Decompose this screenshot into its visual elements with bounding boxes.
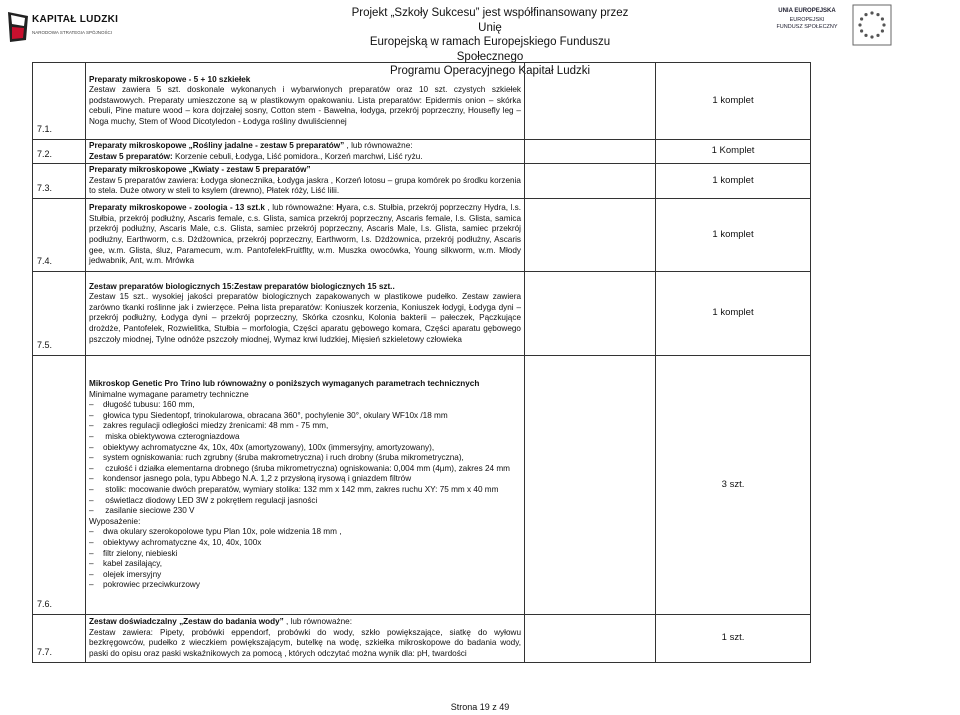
table-row xyxy=(33,164,811,199)
row-description xyxy=(86,63,525,140)
row-number: 7.3. xyxy=(33,164,86,199)
row-quantity: 1 komplet xyxy=(656,164,811,199)
spec-list-item: – zakres regulacji odległości miedzy źrenicami: 48 mm - 75 mm, xyxy=(89,421,521,432)
flag-logo-icon xyxy=(8,12,28,42)
logo-left-subtitle: NARODOWA STRATEGIA SPÓJNOŚCI xyxy=(32,30,113,35)
equipment-list-item: – olejek imersyjny xyxy=(89,570,521,581)
empty-cell xyxy=(525,140,656,164)
item-body: Korzenie cebuli, Łodyga, Liść pomidora., Korzeń marchwi, Liść ryżu. xyxy=(172,151,423,161)
item-title-suffix: , lub równoważne: xyxy=(283,617,353,627)
row-quantity: 1 komplet xyxy=(656,63,811,140)
item-title: Preparaty mikroskopowe „Rośliny jadalne - zestaw 5 preparatów” xyxy=(89,141,345,150)
item-intro: Minimalne wymagane parametry techniczne xyxy=(89,389,249,399)
row-number: 7.6. xyxy=(33,355,86,614)
header-title-line-3: Programu Operacyjnego Kapitał Ludzki xyxy=(389,65,591,77)
item-title-suffix: , lub równoważne: xyxy=(264,203,337,213)
row-number: 7.5. xyxy=(33,271,86,355)
spec-list-item: – oświetlacz diodowy LED 3W z pokrętłem regulacji jasności xyxy=(89,496,521,507)
eu-logo-line-3: FUNDUSZ SPOŁECZNY xyxy=(776,24,838,30)
equipment-list-item: – dwa okulary szerokopolowe typu Plan 10x, pole widzenia 18 mm , xyxy=(89,527,521,538)
item-body: Zestaw 5 preparatów zawiera: Łodyga słonecznika, Łodyga jaskra , Korzeń lotosu – grupa komórek po środku korzenia to stela. Duże otwory w steli to ksylem (drewno), Płatek róży, Liść lilii. xyxy=(89,175,521,196)
item-body: Zestaw zawiera 5 szt. doskonale wykonanych i wybarwionych preparatów oraz 10 szt. czystych szkiełek podstawowych. Preparaty umieszczone są w plastikowym opakowaniu. Lista preparatów: Epidermis onion – skórka cebuli, Pine mature wood – kora dojrzałej sosny, Cotton stem - Bawełna, łodyga, przekrój poprzeczny, Housefly leg – Noga muchy, Stem of Wood Dicotyledon - Łodyga rośliny dwuliściennej xyxy=(89,85,521,126)
row-quantity: 3 szt. xyxy=(656,355,811,614)
eu-flag-icon xyxy=(852,4,892,46)
specification-table xyxy=(32,62,811,663)
item-body: Zestaw zawiera: Pipety, probówki eppendorf, probówki do wody, szkło powiększające, siatkę do wyłowu bezkręgowców, pudełko z wieczkiem powiększającym, butelkę na wodę, szkiełka mikroskopowe do badania wody, paski do opisu oraz paski wskaźnikowych za pomocą , których odczytać można wynik dla: pH, twardości xyxy=(89,627,521,659)
empty-cell xyxy=(525,198,656,271)
equipment-list-item: – filtr zielony, niebieski xyxy=(89,549,521,560)
row-number: 7.4. xyxy=(33,198,86,271)
row-description xyxy=(86,164,525,199)
eu-logo-line-1: UNIA EUROPEJSKA xyxy=(778,8,836,14)
row-quantity: 1 komplet xyxy=(656,271,811,355)
item-subtitle: Zestaw 5 preparatów: xyxy=(89,151,173,161)
logo-left-name: KAPITAŁ LUDZKI xyxy=(32,14,119,25)
empty-cell xyxy=(525,614,656,662)
table-row xyxy=(33,198,811,271)
eu-logo xyxy=(768,4,898,48)
table-row xyxy=(33,63,811,140)
spec-list-item: – głowica typu Siedentopf, trinokularowa, obracana 360°, pochylenie 30°, okulary WF10x /18 mm xyxy=(89,411,521,422)
row-description xyxy=(86,140,525,164)
equipment-label: Wyposażenie: xyxy=(89,516,141,526)
row-quantity: 1 komplet xyxy=(656,198,811,271)
row-number: 7.2. xyxy=(33,140,86,164)
header-title-line-1: Projekt „Szkoły Sukcesu” jest współfinansowany przez Unię xyxy=(351,7,629,34)
row-description xyxy=(86,355,525,614)
page-number: Strona 19 z 49 xyxy=(450,702,510,712)
kapital-ludzki-logo xyxy=(8,12,128,46)
spec-list-item: – system ogniskowania: ruch zgrubny (śruba makrometryczna) i ruch drobny (śruba mikrometryczna), xyxy=(89,453,521,464)
empty-cell xyxy=(525,63,656,140)
equipment-list-item: – obiektywy achromatyczne 4x, 10, 40x, 100x xyxy=(89,538,521,549)
spec-list-item: – kondensor jasnego pola, typu Abbego N.A. 1,2 z przysłoną irysową i gniazdem filtrów xyxy=(89,474,521,485)
row-description xyxy=(86,198,525,271)
item-title: Zestaw preparatów biologicznych 15:Zestaw preparatów biologicznych 15 szt.. xyxy=(89,281,395,291)
spec-list-item: – czułość i działka elementarna drobnego (śruba mikrometryczna) ogniskowania: 0,004 mm (4µm), zakres 24 mm xyxy=(89,464,521,475)
table-row xyxy=(33,614,811,662)
header-title-line-2: Europejską w ramach Europejskiego Funduszu Społecznego xyxy=(369,36,611,63)
equipment-list-item: – pokrowiec przeciwkurzowy xyxy=(89,580,521,591)
equipment-list-item: – kabel zasilający, xyxy=(89,559,521,570)
item-title: Mikroskop Genetic Pro Trino lub równoważny o poniższych wymaganych parametrach technicznych xyxy=(89,379,480,389)
item-title-suffix: , lub równoważne: xyxy=(344,141,413,150)
row-quantity: 1 szt. xyxy=(656,614,811,662)
item-title: Preparaty mikroskopowe „Kwiaty - zestaw 5 preparatów” xyxy=(89,165,311,175)
spec-list-item: – miska obiektywowa czterogniazdowa xyxy=(89,432,521,443)
row-description xyxy=(86,614,525,662)
item-body: Zestaw 15 szt.. wysokiej jakości preparatów biologicznych zapakowanych w plastikowe pudełko. Zestaw zawiera zarówno tkanki roślinne jak i zwierzęce. Pełna lista preparatów: Koniuszek korzenia, Koniuszek łodygi, Łodyga dyni – przekrój podłużny, Łodyga dyni – przekrój poprzeczny, Skórka czosnku, Kolonia bakterii – pałeczek, Pączkujące drożdże, Pantofelek, Rozwielitka, Stułbia – morfologia, Części aparatu gębowego komara, Części aparatu gębowego pszczoły miodnej, Tylne odnóże pszczoły miodnej, Wymaz krwi ludzkiej, Mięsień szkieletowy człowieka xyxy=(89,292,521,344)
item-title: Preparaty mikroskopowe - zoologia - 13 szt.k xyxy=(89,203,265,213)
item-title-bold: H xyxy=(336,203,343,213)
item-body: yara, c.s. Stułbia, przekrój poprzeczny Hydra, l.s. Stułbia, przekrój podłużny, Ascaris female, c.s. Glista, samica przekrój poprzeczny, Ascaris female, l.s. Glista, samica przekrój podłużny, Ascaris Male, c.s. Glista, samiec przekrój poprzeczny, Ascaris Male, l.s. Glista, samiec przekrój podłużny, Earthworm, c.s. Dżdżownica, przekrój poprzeczny, Earthworm, l.s. Dżdżownica, przekrój podłużny, Ascaris gee, w.m. Glista, śluz, Paramecum, w.m. PantofelekFruitflty, w.m. Muszka owocówka, Young silkworm, w.m. Młody jedwabnik, Ant, w.m. Mrówka xyxy=(89,203,522,266)
row-description xyxy=(86,271,525,355)
row-quantity: 1 Komplet xyxy=(656,140,811,164)
table-row xyxy=(33,355,811,614)
page-header xyxy=(0,0,960,77)
empty-cell xyxy=(525,164,656,199)
empty-cell xyxy=(525,355,656,614)
spec-list-item: – długość tubusu: 160 mm, xyxy=(89,400,521,411)
eu-logo-line-2: EUROPEJSKI xyxy=(789,17,825,23)
item-title: Zestaw doświadczalny „Zestaw do badania wody” xyxy=(89,617,284,627)
row-number: 7.7. xyxy=(33,614,86,662)
table-row xyxy=(33,271,811,355)
spec-list-item: – stolik: mocowanie dwóch preparatów, wymiary stolika: 132 mm x 142 mm, zakres ruchu XY: 75 mm x 40 mm xyxy=(89,485,521,496)
spec-list-item: – zasilanie sieciowe 230 V xyxy=(89,506,521,517)
item-title: Preparaty mikroskopowe - 5 + 10 szkiełek xyxy=(89,74,251,84)
row-number: 7.1. xyxy=(33,63,86,140)
empty-cell xyxy=(525,271,656,355)
spec-list-item: – obiektywy achromatyczne 4x, 10x, 40x (amortyzowany), 100x (immersyjny, amortyzowany), xyxy=(89,443,521,454)
table-row xyxy=(33,140,811,164)
